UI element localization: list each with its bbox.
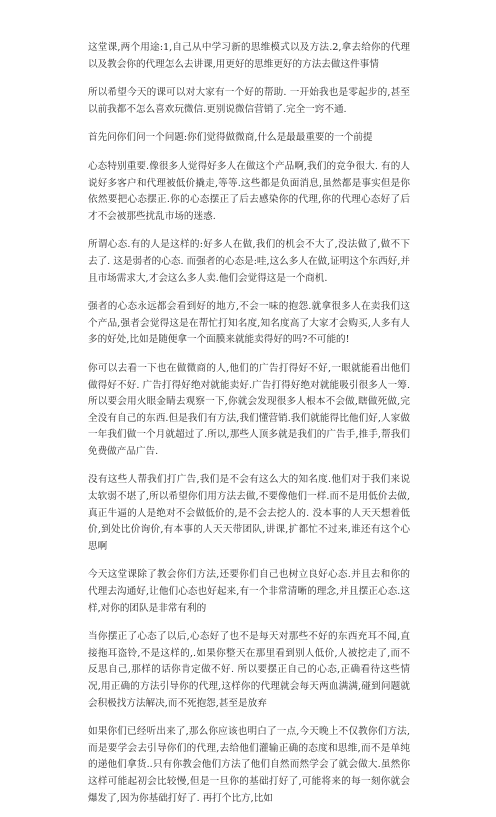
paragraph-11: 如果你们已经听出来了,那么你应该也明白了一点,今天晚上不仅教你们方法,而是要学会去引导你们的代理,去给他们灌输正确的态度和思维,而不是单纯的递他们拿货..只有你教会他们方法了他们自然而然学会了就会做大.虽然你这样可能起初会比较慢,但是一旦你的基础打好了,可能将来的每一刻你就会爆发了,因为你基础打好了. 再打个比方,比如 [88, 726, 410, 804]
paragraph-2: 所以希望今天的课可以对大家有一个好的帮助. 一开始我也是零起步的,甚至以前我都不怎么喜欢玩微信.更别说微信营销了.完全一窍不通. [88, 87, 410, 115]
paragraph-9: 今天这堂课除了教会你们方法,还要你们自己也树立良好心态.并且去和你的代理去沟通好,让他们心态也好起来,有一个非常清晰的理念,并且摆正心态.这样,对你的团队是非常有利的 [88, 569, 410, 614]
paragraph-10: 当你摆正了心态了以后,心态好了也不是每天对那些不好的东西充耳不闻,直接拖耳盗铃,不是这样的,.如果你整天在那里看到别人低价,人被挖走了,而不反思自己,那样的话你肯定做不好. 所以要摆正自己的心态,正确看待这些情况,用正确的方法引导你的代理,这样你的代理就会每天两血满满,碰到问题就会积极找方法解决,而不死抱怨,甚至是放弃 [88, 631, 410, 709]
paragraph-7: 你可以去看一下也在做微商的人,他们的广告打得好不好,一眼就能看出他们做得好不好. 广告打得好绝对就能卖好.广告打得好绝对就能吸引很多人一筹.所以要会用火眼金睛去观察一下,你就会发现很多人根本不会做,瞎做死做,完全没有自己的东西.但是我们有方法,我们懂营销.我们就能得比他们好,人家做一年我们做一个月就超过了.所以,那些人顶多就是我们的广告手,推手,帮我们免费做产品广告. [88, 362, 410, 457]
document-page [88, 40, 410, 817]
paragraph-1: 这堂课,两个用途:1,自己从中学习新的思维模式以及方法.2,拿去给你的代理以及教会你的代理怎么去讲课,用更好的思维更好的方法去做这件事情 [88, 42, 410, 70]
paragraph-5: 所谓心态.有的人是这样的:好多人在做,我们的机会不大了,没法做了,做不下去了. 这是弱者的心态. 而强者的心态是:哇,这么多人在做,证明这个东西好,并且市场需求大,才会这么多人卖.他们会觉得这是一个商机. [88, 239, 410, 284]
paragraph-6: 强者的心态永远都会看到好的地方,不会一味的抱怨.就拿很多人在卖我们这个产品,强者会觉得这是在帮忙打知名度,知名度高了大家才会购买,人多有人多的好处,比如是随便拿一个面膜来就能卖得好的吗?不可能的! [88, 301, 410, 346]
paragraph-8: 没有这些人帮我们打广告,我们是不会有这么大的知名度.他们对于我们来说太软弱不堪了,所以希望你们用方法去做,不要像他们一样.而不是用低价去做,真正牛逼的人是绝对不会做低价的,是不会去挖人的. 没本事的人天天想着低价,到处比价询价,有本事的人天天带团队,讲课,扩都忙不过来,谁还有这个心思啊 [88, 474, 410, 552]
paragraph-3: 首先问你们问一个问题:你们觉得做微商,什么是最最重要的一个前提 [88, 132, 373, 144]
paragraph-4: 心态特别重要.像很多人觉得好多人在做这个产品啊,我们的竞争很大. 有的人说好多客户和代理被低价撬走,等等.这些都是负面消息,虽然都是事实但是你依然要把心态摆正.你的心态摆正了后去感染你的代理,你的代理心态好了后才不会被那些扰乱市场的迷惑. [88, 160, 410, 222]
